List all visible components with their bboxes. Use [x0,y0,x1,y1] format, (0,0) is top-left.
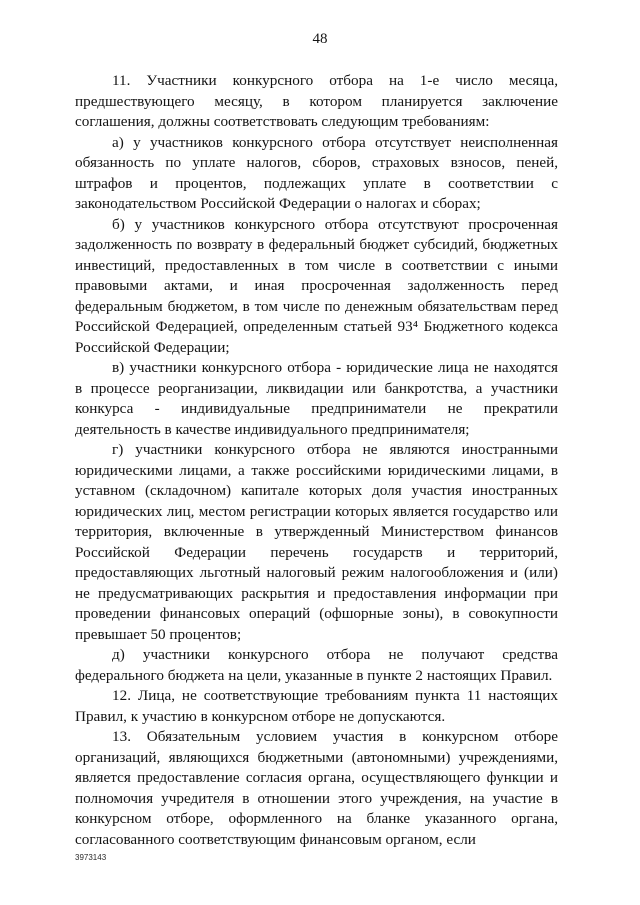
paragraph-13: 13. Обязательным условием участия в конкурсном отборе организаций, являющихся бюджетными (автономными) учреждениями, является предоставление согласия органа, осуществляющего функции и полномочия учредителя в отношении этого учреждения, на участие в конкурсном отборе, оформленного на бланке указанного органа, согласованного соответствующим финансовым органом, если [75,728,558,848]
page-number: 48 [312,31,328,47]
paragraph-11g: г) участники конкурсного отбора не являются иностранными юридическими лицами, а также российскими юридическими лицами, в уставном (складочном) капитале которых доля участия иностранных юридических лиц, местом регистрации которых является государство или территория, включенные в утвержденный Министерством финансов Российской Федерации перечень государств и территорий, предоставляющих льготный налоговый режим налогообложения и (или) не предусматривающих раскрытия и предоставления информации при проведении финансовых операций (офшорные зоны), в совокупности превышает 50 процентов; [75,441,558,643]
paragraph-11a: а) у участников конкурсного отбора отсутствует неисполненная обязанность по уплате налогов, сборов, страховых взносов, пеней, штрафов и процентов, подлежащих уплате в соответствии с законодательством Российской Федерации о налогах и сборах; [75,133,558,212]
document-body [75,71,558,850]
paragraph-12: 12. Лица, не соответствующие требованиям пункта 11 настоящих Правил, к участию в конкурсном отборе не допускаются. [75,687,558,725]
paragraph-11v: в) участники конкурсного отбора - юридические лица не находятся в процессе реорганизации, ликвидации или банкротства, а участники конкурса - индивидуальные предприниматели не прекратили деятельность в качестве индивидуального предпринимателя; [75,359,558,438]
paragraph-11: 11. Участники конкурсного отбора на 1-е число месяца, предшествующего месяцу, в котором планируется заключение соглашения, должны соответствовать следующим требованиям: [75,72,558,130]
document-code: 3973143 [75,853,107,862]
paragraph-11d: д) участники конкурсного отбора не получают средства федерального бюджета на цели, указанные в пункте 2 настоящих Правил. [75,646,558,684]
paragraph-11b: б) у участников конкурсного отбора отсутствуют просроченная задолженность по возврату в федеральный бюджет субсидий, бюджетных инвестиций, предоставленных в том числе в соответствии с иными правовыми актами, и иная просроченная задолженность перед федеральным бюджетом, в том числе по денежным обязательствам перед Российской Федерацией, определенным статьей 93⁴ Бюджетного кодекса Российской Федерации; [75,215,558,356]
